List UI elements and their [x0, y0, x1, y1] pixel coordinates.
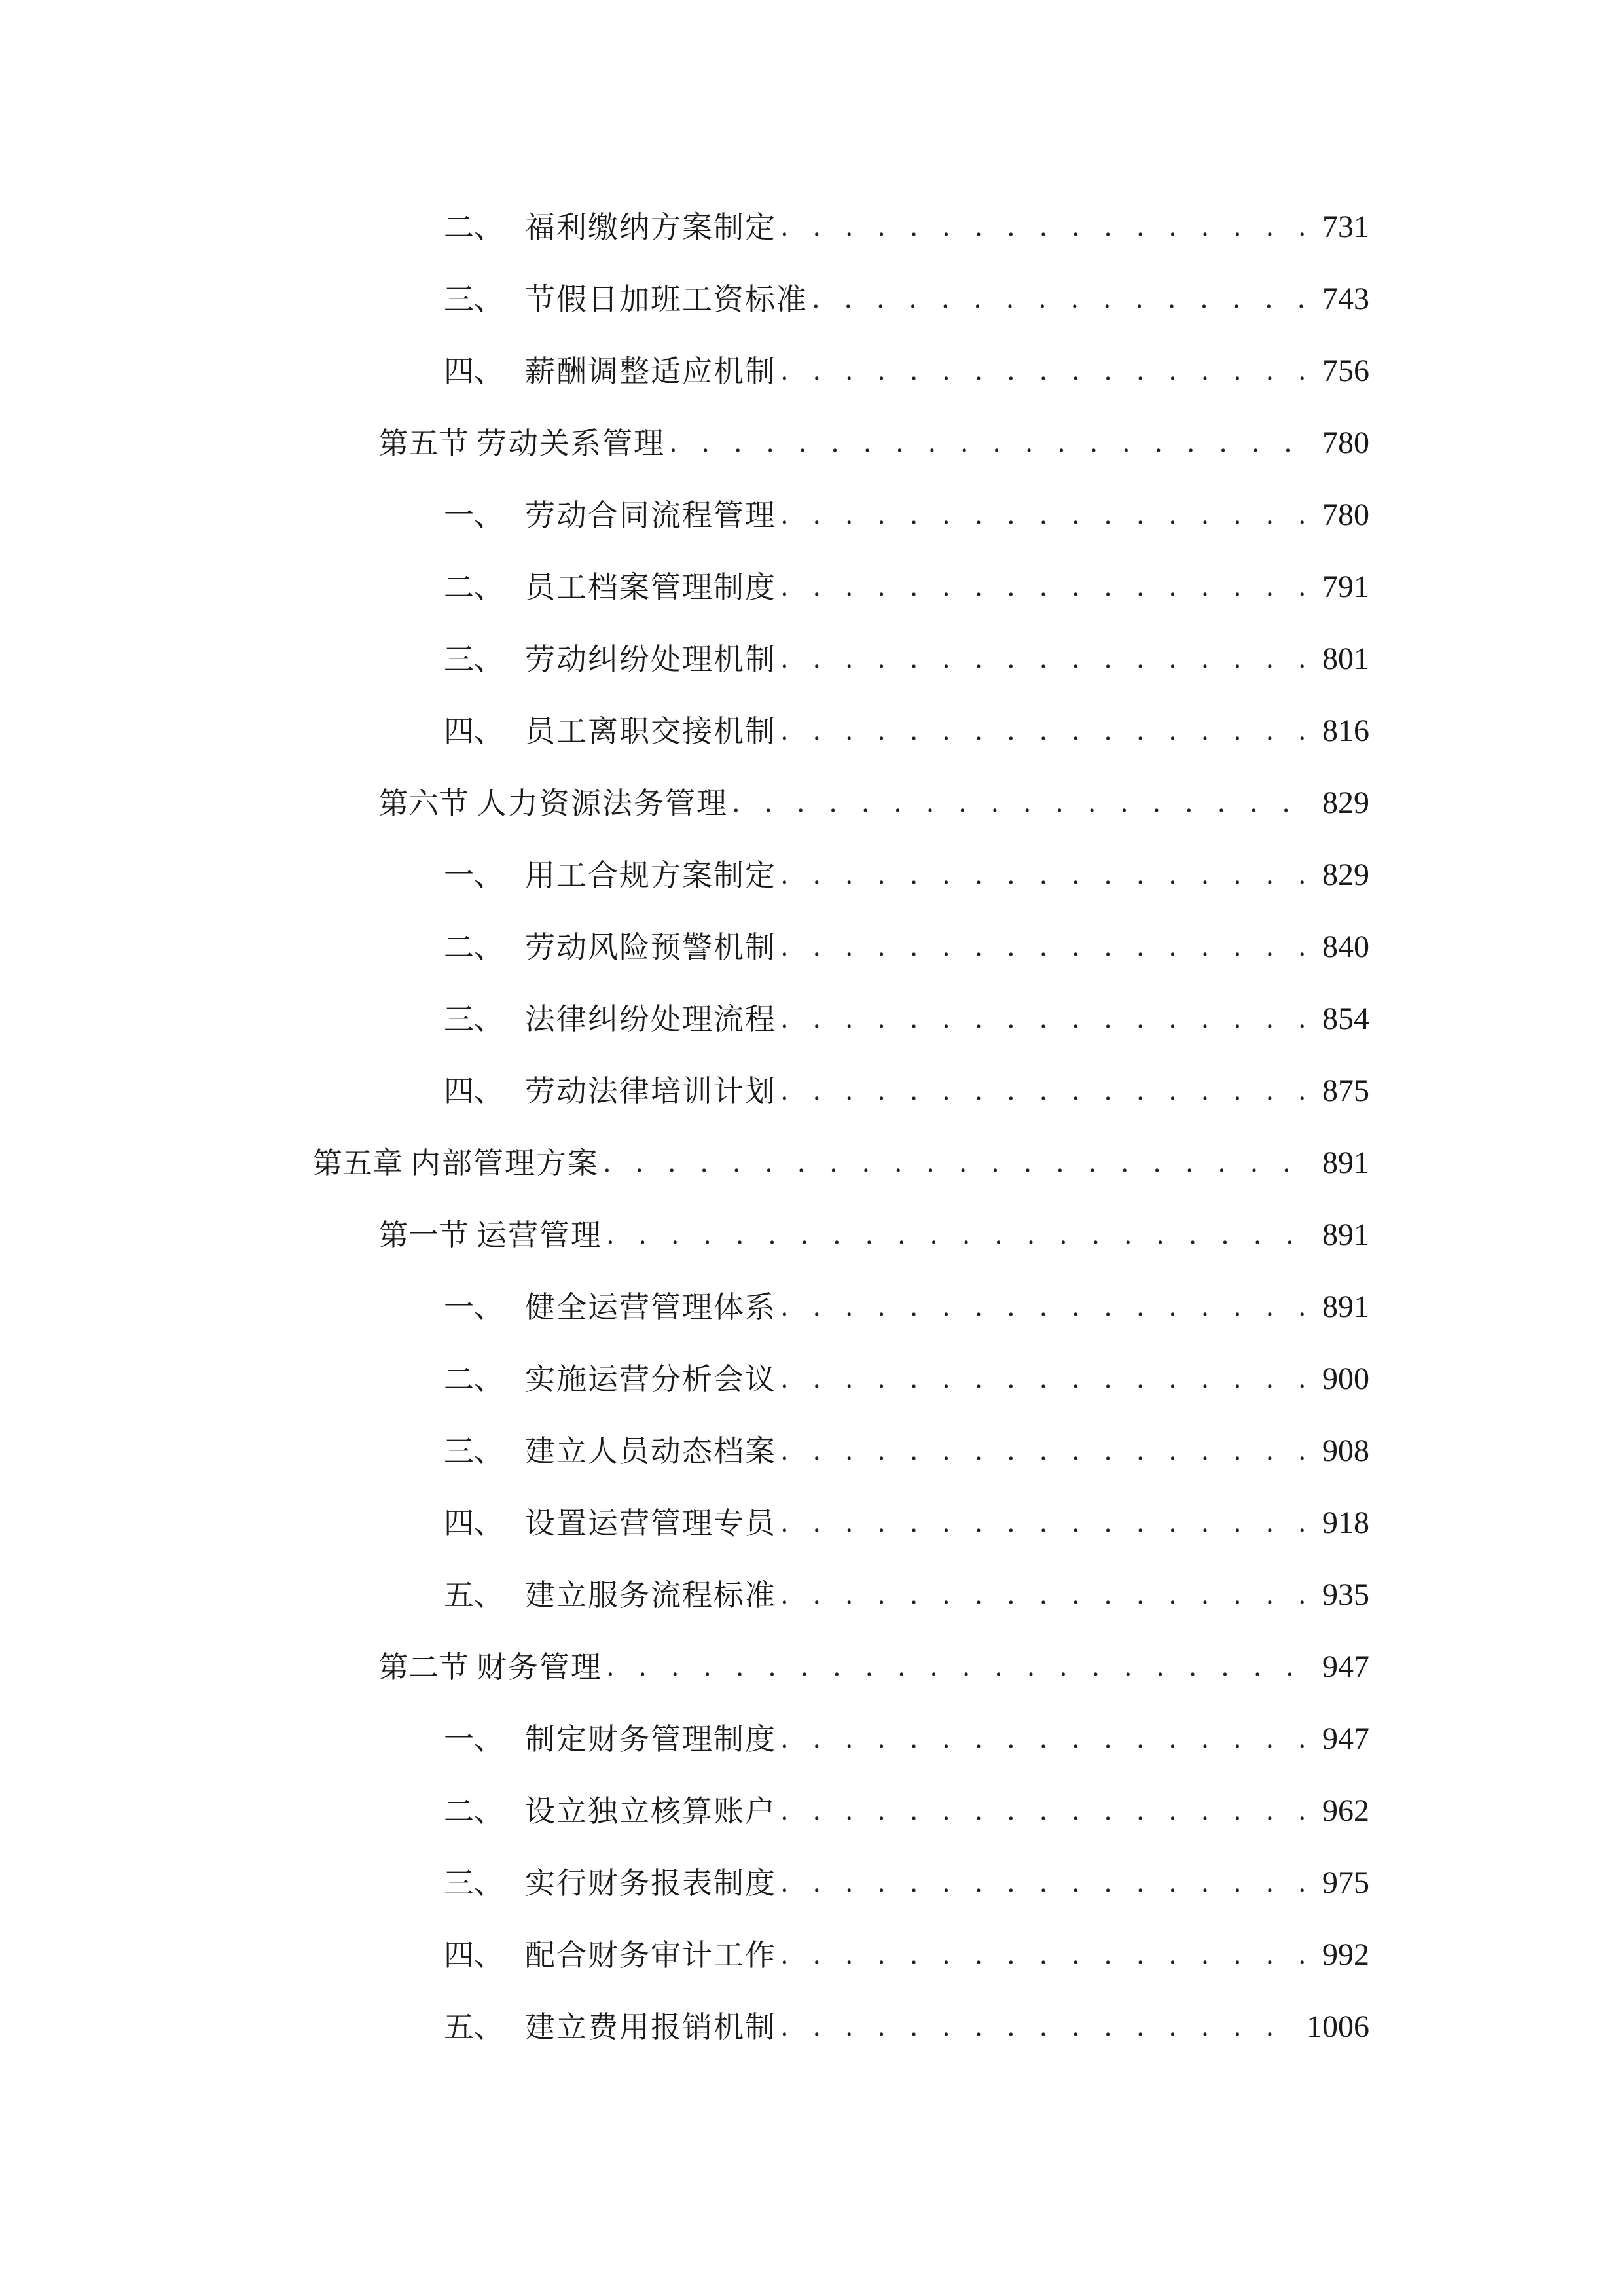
dot-leader [780, 489, 1310, 541]
toc-item-number: 一、 [444, 857, 504, 893]
toc-item-page-number: 1006 [1307, 2009, 1369, 2044]
toc-item-page-number: 780 [1322, 425, 1369, 460]
dot-leader [812, 273, 1310, 325]
toc-section-number: 第一节 [378, 1217, 469, 1253]
toc-item-number: 一、 [444, 1289, 504, 1325]
toc-item-page-number: 816 [1322, 713, 1369, 748]
dot-leader [780, 921, 1310, 973]
toc-item-title: 劳动合同流程管理 [525, 497, 776, 533]
toc-item-labor-law-training[interactable] [444, 1065, 1369, 1117]
toc-section-number: 第二节 [378, 1649, 469, 1685]
toc-item-title: 劳动风险预警机制 [525, 929, 776, 965]
toc-item-number: 二、 [444, 569, 504, 605]
toc-item-page-number: 962 [1322, 1793, 1369, 1828]
toc-item-salary-adjustment-mechanism[interactable] [444, 345, 1369, 397]
toc-item-title: 实施运营分析会议 [525, 1361, 776, 1397]
toc-item-page-number: 743 [1322, 281, 1369, 316]
toc-item-operations-system[interactable] [444, 1281, 1369, 1333]
toc-item-page-number: 908 [1322, 1433, 1369, 1468]
toc-item-number: 二、 [444, 1793, 504, 1829]
toc-section-title: 人力资源法务管理 [477, 785, 728, 821]
toc-item-title: 法律纠纷处理流程 [525, 1001, 776, 1037]
dot-leader [780, 561, 1310, 613]
toc-item-page-number: 975 [1322, 1865, 1369, 1900]
toc-section-title: 劳动关系管理 [477, 425, 665, 461]
toc-item-number: 三、 [444, 1865, 504, 1901]
toc-item-resignation-handover[interactable] [444, 705, 1369, 757]
toc-item-number: 四、 [444, 353, 504, 389]
toc-item-legal-dispute-process[interactable] [444, 993, 1369, 1045]
toc-item-page-number: 900 [1322, 1361, 1369, 1396]
toc-chapter-number: 第五章 [312, 1145, 403, 1181]
toc-item-number: 二、 [444, 1361, 504, 1397]
toc-item-number: 二、 [444, 929, 504, 965]
toc-item-number: 四、 [444, 1505, 504, 1541]
toc-item-title: 配合财务审计工作 [525, 1937, 776, 1973]
dot-leader [780, 993, 1310, 1045]
toc-section-hr-legal[interactable] [378, 777, 1369, 829]
dot-leader [780, 1569, 1310, 1621]
dot-leader [606, 1209, 1310, 1261]
toc-item-number: 四、 [444, 1073, 504, 1109]
toc-item-page-number: 854 [1322, 1001, 1369, 1036]
toc-section-labor-relations[interactable] [378, 417, 1369, 469]
dot-leader [606, 1641, 1310, 1693]
dot-leader [780, 849, 1310, 901]
toc-section-number: 第六节 [378, 785, 469, 821]
toc-item-page-number: 947 [1322, 1649, 1369, 1684]
toc-item-title: 健全运营管理体系 [525, 1289, 776, 1325]
toc-item-personnel-records[interactable] [444, 1425, 1369, 1477]
toc-item-financial-audit[interactable] [444, 1929, 1369, 1981]
dot-leader [780, 2001, 1300, 2053]
toc-section-title: 运营管理 [477, 1217, 602, 1253]
toc-item-number: 二、 [444, 209, 504, 245]
toc-item-number: 一、 [444, 497, 504, 533]
toc-item-title: 劳动纠纷处理机制 [525, 641, 776, 677]
dot-leader [780, 1497, 1310, 1549]
dot-leader [780, 1281, 1310, 1333]
toc-section-number: 第五节 [378, 425, 469, 461]
toc-item-title: 员工离职交接机制 [525, 713, 776, 749]
toc-item-number: 一、 [444, 1721, 504, 1757]
dot-leader [780, 1785, 1310, 1837]
dot-leader [780, 1425, 1310, 1477]
dot-leader [780, 345, 1310, 397]
toc-item-title: 设立独立核算账户 [525, 1793, 776, 1829]
toc-item-number: 五、 [444, 2009, 504, 2045]
toc-section-finance[interactable] [378, 1641, 1369, 1693]
toc-item-title: 节假日加班工资标准 [525, 281, 808, 317]
toc-item-number: 四、 [444, 713, 504, 749]
toc-item-number: 三、 [444, 641, 504, 677]
toc-item-page-number: 801 [1322, 641, 1369, 676]
toc-item-number: 五、 [444, 1577, 504, 1613]
toc-item-page-number: 731 [1322, 209, 1369, 244]
toc-item-labor-risk-warning[interactable] [444, 921, 1369, 973]
toc-chapter-internal-management[interactable] [312, 1137, 1369, 1189]
toc-item-employment-compliance[interactable] [444, 849, 1369, 901]
dot-leader [732, 777, 1310, 829]
toc-item-welfare-payment-plan[interactable] [444, 201, 1369, 253]
toc-item-title: 薪酬调整适应机制 [525, 353, 776, 389]
dot-leader [780, 1713, 1310, 1765]
toc-item-title: 建立人员动态档案 [525, 1433, 776, 1469]
toc-item-page-number: 829 [1322, 857, 1369, 892]
toc-item-page-number: 947 [1322, 1721, 1369, 1756]
toc-item-page-number: 891 [1322, 1289, 1369, 1324]
toc-section-title: 财务管理 [477, 1649, 602, 1685]
toc-item-title: 建立费用报销机制 [525, 2009, 776, 2045]
toc-item-financial-reports[interactable] [444, 1857, 1369, 1909]
toc-item-expense-reimbursement[interactable] [444, 2001, 1369, 2053]
dot-leader [780, 1929, 1310, 1981]
toc-item-employee-records[interactable] [444, 561, 1369, 613]
toc-item-title: 实行财务报表制度 [525, 1865, 776, 1901]
dot-leader [780, 1065, 1310, 1117]
toc-item-finance-policy[interactable] [444, 1713, 1369, 1765]
toc-item-operations-analysis-meeting[interactable] [444, 1353, 1369, 1405]
dot-leader [780, 705, 1310, 757]
toc-item-number: 三、 [444, 1001, 504, 1037]
toc-item-independent-accounts[interactable] [444, 1785, 1369, 1837]
toc-item-title: 用工合规方案制定 [525, 857, 776, 893]
toc-item-operations-specialist[interactable] [444, 1497, 1369, 1549]
toc-item-labor-dispute-mechanism[interactable] [444, 633, 1369, 685]
toc-item-title: 员工档案管理制度 [525, 569, 776, 605]
toc-item-number: 三、 [444, 1433, 504, 1469]
toc-item-page-number: 756 [1322, 353, 1369, 388]
toc-item-service-process-standard[interactable] [444, 1569, 1369, 1621]
toc-item-page-number: 918 [1322, 1505, 1369, 1540]
toc-item-page-number: 829 [1322, 785, 1369, 820]
toc-item-page-number: 875 [1322, 1073, 1369, 1108]
dot-leader [780, 1353, 1310, 1405]
toc-item-page-number: 891 [1322, 1145, 1369, 1180]
dot-leader [603, 1137, 1310, 1189]
toc-item-page-number: 780 [1322, 497, 1369, 532]
toc-item-page-number: 935 [1322, 1577, 1369, 1612]
toc-item-number: 三、 [444, 281, 504, 317]
toc-item-title: 建立服务流程标准 [525, 1577, 776, 1613]
toc-item-labor-contract-process[interactable] [444, 489, 1369, 541]
toc-item-holiday-overtime-standard[interactable] [444, 273, 1369, 325]
toc-item-page-number: 891 [1322, 1217, 1369, 1252]
dot-leader [780, 633, 1310, 685]
toc-item-title: 设置运营管理专员 [525, 1505, 776, 1541]
toc-item-number: 四、 [444, 1937, 504, 1973]
toc-item-page-number: 791 [1322, 569, 1369, 604]
dot-leader [780, 201, 1310, 253]
toc-item-title: 制定财务管理制度 [525, 1721, 776, 1757]
toc-chapter-title: 内部管理方案 [410, 1145, 599, 1181]
dot-leader [780, 1857, 1310, 1909]
toc-item-page-number: 840 [1322, 929, 1369, 964]
toc-item-title: 劳动法律培训计划 [525, 1073, 776, 1109]
dot-leader [669, 417, 1310, 469]
toc-item-title: 福利缴纳方案制定 [525, 209, 776, 245]
toc-item-page-number: 992 [1322, 1937, 1369, 1972]
toc-section-operations[interactable] [378, 1209, 1369, 1261]
